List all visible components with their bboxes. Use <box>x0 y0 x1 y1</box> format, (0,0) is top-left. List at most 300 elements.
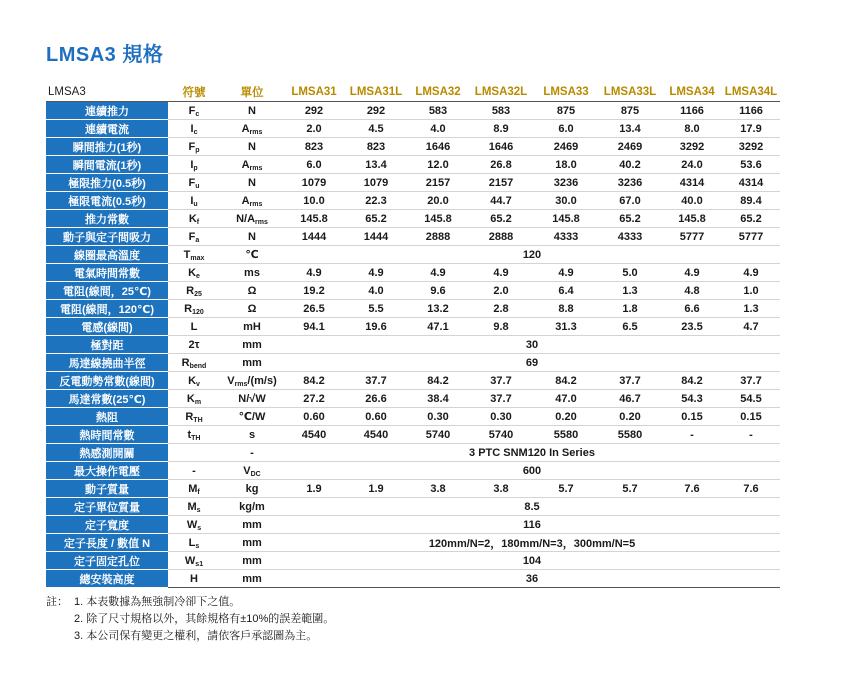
symbol-main: K <box>188 266 197 279</box>
param-unit <box>220 444 284 462</box>
param-value: 30.0 <box>555 194 577 207</box>
param-unit <box>220 300 284 318</box>
param-unit <box>220 228 284 246</box>
param-name: 熱阻 <box>46 408 168 426</box>
param-value: 4.9 <box>306 266 322 279</box>
param-name: 定子長度 / 數值 N <box>46 534 168 552</box>
param-value: 1.3 <box>743 302 759 315</box>
param-symbol <box>168 174 220 192</box>
symbol-main: R <box>186 284 195 297</box>
param-unit <box>220 354 284 372</box>
param-value: 4314 <box>679 176 705 189</box>
unit-main: - <box>250 446 254 459</box>
table-row <box>46 264 780 282</box>
param-value: 47.0 <box>555 392 577 405</box>
symbol-subscript: m <box>194 398 202 406</box>
param-value: 3236 <box>617 176 643 189</box>
header-name: LMSA3 <box>46 82 168 102</box>
param-name: 馬達線撓曲半徑 <box>46 354 168 372</box>
symbol-main: F <box>188 176 196 189</box>
unit-subscript: rms <box>234 380 248 388</box>
header-model: LMSA34L <box>722 82 780 102</box>
param-value: 17.9 <box>740 122 762 135</box>
note-row <box>46 594 334 611</box>
symbol-subscript: u <box>195 182 200 190</box>
param-symbol <box>168 462 220 480</box>
unit-subscript: rms <box>255 218 268 226</box>
param-name: 線圈最高溫度 <box>46 246 168 264</box>
param-value: 145.8 <box>300 212 328 225</box>
param-symbol <box>168 408 220 426</box>
symbol-main: K <box>186 392 195 405</box>
param-name: 反電動勢常數(線間) <box>46 372 168 390</box>
symbol-main: - <box>192 464 196 477</box>
param-value: 5777 <box>679 230 705 243</box>
param-value: 1444 <box>301 230 327 243</box>
param-value: 53.6 <box>740 158 762 171</box>
param-value: 6.0 <box>558 122 574 135</box>
param-symbol <box>168 426 220 444</box>
param-value: 6.4 <box>558 284 574 297</box>
param-value-span: 8.5 <box>524 500 540 513</box>
param-value: 84.2 <box>303 374 325 387</box>
table-row <box>46 246 780 264</box>
param-symbol <box>168 498 220 516</box>
param-name: 電阻(線間，25℃) <box>46 282 168 300</box>
param-value: 1079 <box>301 176 327 189</box>
param-value: 8.8 <box>558 302 574 315</box>
param-value: 2.0 <box>306 122 322 135</box>
page-title: LMSA3 規格 <box>46 44 164 66</box>
param-value: 0.60 <box>365 410 387 423</box>
header-model: LMSA32L <box>468 82 534 102</box>
param-value: 65.2 <box>740 212 762 225</box>
spec-table-body <box>46 102 780 588</box>
param-value: 0.30 <box>490 410 512 423</box>
param-value: 1.0 <box>743 284 759 297</box>
param-value: 2.0 <box>493 284 509 297</box>
symbol-main: F <box>188 104 196 117</box>
symbol-main: I <box>190 122 194 135</box>
param-value: 8.9 <box>493 122 509 135</box>
header-symbol: 符號 <box>168 82 220 102</box>
param-unit <box>220 138 284 156</box>
param-value: - <box>690 428 694 441</box>
param-value: 19.2 <box>303 284 325 297</box>
unit-main: kg <box>245 482 259 495</box>
param-value: 2469 <box>617 140 643 153</box>
param-unit <box>220 318 284 336</box>
header-model: LMSA32 <box>408 82 468 102</box>
param-symbol <box>168 444 220 462</box>
symbol-subscript: 25 <box>194 290 202 298</box>
table-row <box>46 408 780 426</box>
param-value: 3.8 <box>430 482 446 495</box>
param-value: 0.15 <box>740 410 762 423</box>
symbol-main: W <box>184 554 196 567</box>
param-value: 2157 <box>488 176 514 189</box>
param-value: 26.8 <box>490 158 512 171</box>
param-name: 定子寬度 <box>46 516 168 534</box>
symbol-main: W <box>186 518 198 531</box>
param-value: 145.8 <box>552 212 580 225</box>
param-value: 3292 <box>738 140 764 153</box>
symbol-subscript: a <box>195 236 200 244</box>
param-value: 0.60 <box>303 410 325 423</box>
param-value: 292 <box>304 104 324 117</box>
param-value: 8.0 <box>684 122 700 135</box>
param-name: 極限推力(0.5秒) <box>46 174 168 192</box>
param-value-span: 3 PTC SNM120 In Series <box>469 446 595 459</box>
param-name: 電感(線間) <box>46 318 168 336</box>
param-value: 4.9 <box>558 266 574 279</box>
param-symbol <box>168 318 220 336</box>
header-unit: 單位 <box>220 82 284 102</box>
table-row <box>46 570 780 588</box>
unit-main: A <box>241 122 250 135</box>
param-name: 連續電流 <box>46 120 168 138</box>
param-unit <box>220 570 284 588</box>
param-value: 1444 <box>363 230 389 243</box>
param-value: 0.20 <box>619 410 641 423</box>
unit-main: V <box>243 464 251 477</box>
table-row <box>46 336 780 354</box>
notes-lead: 註： <box>46 596 68 608</box>
param-value: 0.20 <box>555 410 577 423</box>
param-value: 4333 <box>553 230 579 243</box>
unit-main: N <box>248 104 256 117</box>
param-value-span: 30 <box>525 338 539 351</box>
param-symbol <box>168 390 220 408</box>
note-text: 3. 本公司保有變更之權利，請依客戶承認圖為主。 <box>74 630 318 642</box>
param-value: 4.9 <box>493 266 509 279</box>
symbol-subscript: p <box>193 164 198 172</box>
param-value: 22.3 <box>365 194 387 207</box>
param-value: 4540 <box>363 428 389 441</box>
param-value-span: 120 <box>522 248 542 261</box>
param-symbol <box>168 480 220 498</box>
table-row <box>46 426 780 444</box>
table-row <box>46 192 780 210</box>
param-value: 5.0 <box>622 266 638 279</box>
symbol-subscript: TH <box>191 434 201 442</box>
param-unit <box>220 552 284 570</box>
param-value: 5580 <box>617 428 643 441</box>
param-value: 13.4 <box>619 122 641 135</box>
param-value: 46.7 <box>619 392 641 405</box>
symbol-subscript: max <box>190 254 205 262</box>
param-value: 84.2 <box>555 374 577 387</box>
header-model: LMSA33L <box>598 82 662 102</box>
param-value: 4.9 <box>743 266 759 279</box>
param-name: 極對距 <box>46 336 168 354</box>
param-value: 823 <box>304 140 324 153</box>
param-symbol <box>168 282 220 300</box>
param-symbol <box>168 246 220 264</box>
unit-main: ms <box>244 266 260 279</box>
param-value: 26.5 <box>303 302 325 315</box>
param-value-span: 104 <box>522 554 542 567</box>
param-value: 84.2 <box>427 374 449 387</box>
param-value: 19.6 <box>365 320 387 333</box>
param-value: 0.30 <box>427 410 449 423</box>
param-value: 2157 <box>425 176 451 189</box>
param-name: 熱感測開關 <box>46 444 168 462</box>
param-unit <box>220 390 284 408</box>
param-value: 4.0 <box>368 284 384 297</box>
param-name: 極限電流(0.5秒) <box>46 192 168 210</box>
param-value: 3236 <box>553 176 579 189</box>
symbol-main: F <box>188 140 196 153</box>
param-value-span: 116 <box>523 518 541 531</box>
param-value: 2888 <box>425 230 451 243</box>
param-symbol <box>168 300 220 318</box>
param-name: 連續推力 <box>46 102 168 120</box>
param-name: 馬達常數(25℃) <box>46 390 168 408</box>
param-value: 5740 <box>425 428 451 441</box>
param-value: 84.2 <box>681 374 703 387</box>
param-symbol <box>168 120 220 138</box>
param-name: 動子質量 <box>46 480 168 498</box>
param-value: 4.9 <box>368 266 384 279</box>
param-value: 13.2 <box>427 302 449 315</box>
unit-main: ℃/W <box>238 411 266 423</box>
param-name: 瞬間電流(1秒) <box>46 156 168 174</box>
param-name: 定子單位質量 <box>46 498 168 516</box>
table-row <box>46 318 780 336</box>
param-value: 37.7 <box>490 374 512 387</box>
param-value: 5.7 <box>558 482 574 495</box>
unit-main: mm <box>242 356 262 369</box>
param-unit <box>220 336 284 354</box>
unit-main: N <box>248 140 256 153</box>
symbol-main: K <box>188 374 197 387</box>
param-value: 37.7 <box>490 392 512 405</box>
param-value: 1646 <box>488 140 514 153</box>
symbol-main: 2τ <box>188 338 200 351</box>
spec-table <box>46 82 780 588</box>
param-value: 823 <box>366 140 386 153</box>
symbol-subscript: s1 <box>195 560 204 568</box>
table-row <box>46 228 780 246</box>
param-value: 0.15 <box>681 410 703 423</box>
unit-main: kg/m <box>239 500 265 513</box>
param-value: 27.2 <box>303 392 325 405</box>
param-symbol <box>168 138 220 156</box>
param-value: 875 <box>556 104 576 117</box>
symbol-subscript: s <box>197 524 202 532</box>
param-name: 推力常數 <box>46 210 168 228</box>
table-header-row <box>46 82 780 102</box>
param-value: 4.0 <box>430 122 446 135</box>
symbol-subscript: e <box>196 272 200 280</box>
symbol-subscript: u <box>193 200 198 208</box>
param-value: 1079 <box>363 176 389 189</box>
param-unit <box>220 246 284 264</box>
param-value: 2.8 <box>493 302 509 315</box>
param-symbol <box>168 516 220 534</box>
param-value: 6.0 <box>306 158 322 171</box>
param-unit <box>220 534 284 552</box>
table-row <box>46 282 780 300</box>
param-value: 6.6 <box>684 302 700 315</box>
symbol-subscript: s <box>195 542 200 550</box>
param-value: - <box>749 428 753 441</box>
param-value: 5580 <box>553 428 579 441</box>
table-row <box>46 498 780 516</box>
unit-main: mm <box>242 554 262 567</box>
table-row <box>46 300 780 318</box>
param-value: 583 <box>428 104 448 117</box>
unit-main: mm <box>242 572 262 585</box>
param-name: 最大操作電壓 <box>46 462 168 480</box>
param-value: 4.9 <box>684 266 700 279</box>
param-value: 1646 <box>425 140 451 153</box>
param-unit <box>220 210 284 228</box>
param-value: 1.8 <box>622 302 638 315</box>
symbol-subscript: f <box>196 218 200 226</box>
symbol-main: R <box>184 302 193 315</box>
table-row <box>46 372 780 390</box>
unit-main: s <box>248 428 256 441</box>
param-value: 1166 <box>739 104 763 117</box>
param-value: 7.6 <box>743 482 759 495</box>
param-value: 37.7 <box>740 374 762 387</box>
header-model: LMSA31L <box>344 82 408 102</box>
param-value: 47.1 <box>427 320 449 333</box>
param-value: 4.5 <box>368 122 384 135</box>
param-value: 38.4 <box>427 392 449 405</box>
param-symbol <box>168 228 220 246</box>
unit-subscript: rms <box>249 200 263 208</box>
table-row <box>46 210 780 228</box>
param-value: 6.5 <box>622 320 638 333</box>
param-unit <box>220 516 284 534</box>
param-unit <box>220 498 284 516</box>
unit-main: N/√W <box>238 392 266 405</box>
symbol-main: F <box>188 230 196 243</box>
param-value: 583 <box>491 104 511 117</box>
param-unit <box>220 156 284 174</box>
symbol-subscript: c <box>193 128 198 136</box>
unit-main: N <box>248 230 256 243</box>
param-value: 65.2 <box>365 212 387 225</box>
param-unit <box>220 174 284 192</box>
symbol-main: R <box>181 356 190 369</box>
param-value: 2888 <box>488 230 514 243</box>
param-value: 3292 <box>679 140 705 153</box>
param-value: 5777 <box>738 230 764 243</box>
param-symbol <box>168 264 220 282</box>
param-value: 1.9 <box>368 482 384 495</box>
param-value: 40.0 <box>681 194 703 207</box>
unit-main: ℃ <box>245 249 259 261</box>
symbol-subscript: f <box>197 488 200 496</box>
table-row <box>46 480 780 498</box>
param-unit <box>220 282 284 300</box>
unit-main: mm <box>242 536 262 549</box>
param-value-span: 69 <box>525 356 539 369</box>
param-value: 12.0 <box>427 158 449 171</box>
note-row <box>46 628 334 645</box>
param-name: 定子固定孔位 <box>46 552 168 570</box>
unit-main: mH <box>243 320 261 333</box>
unit-main: Ω <box>247 284 257 297</box>
param-symbol <box>168 552 220 570</box>
param-value: 54.3 <box>681 392 703 405</box>
symbol-subscript: TH <box>193 416 203 424</box>
unit-main: A <box>241 194 250 207</box>
symbol-main: K <box>188 212 197 225</box>
param-value: 67.0 <box>619 194 641 207</box>
param-symbol <box>168 570 220 588</box>
param-value: 65.2 <box>619 212 641 225</box>
param-value: 1.3 <box>622 284 638 297</box>
param-value-span: 120mm/N=2，180mm/N=3，300mm/N=5 <box>428 537 636 550</box>
param-value: 44.7 <box>490 194 512 207</box>
param-value: 3.8 <box>493 482 509 495</box>
symbol-main: t <box>187 428 192 441</box>
param-value: 40.2 <box>619 158 641 171</box>
param-symbol <box>168 210 220 228</box>
param-value: 37.7 <box>619 374 641 387</box>
param-name: 電阻(線間，120℃) <box>46 300 168 318</box>
unit-subscript: rms <box>249 128 263 136</box>
table-row <box>46 462 780 480</box>
param-symbol <box>168 534 220 552</box>
symbol-subscript: p <box>195 146 200 154</box>
symbol-main: H <box>190 572 198 585</box>
param-name: 熱時間常數 <box>46 426 168 444</box>
unit-main: mm <box>242 338 262 351</box>
param-value: 5.7 <box>622 482 638 495</box>
unit-subscript: DC <box>250 470 261 478</box>
param-value-span: 36 <box>525 572 539 585</box>
param-value: 23.5 <box>681 320 703 333</box>
symbol-subscript: c <box>195 110 200 118</box>
unit-main: N/A <box>236 212 256 225</box>
param-value: 5740 <box>488 428 514 441</box>
symbol-main: T <box>183 248 191 261</box>
unit-main: V <box>227 374 235 387</box>
param-value: 26.6 <box>365 392 387 405</box>
param-value: 2469 <box>553 140 579 153</box>
symbol-subscript: 120 <box>192 308 204 316</box>
param-name: 電氣時間常數 <box>46 264 168 282</box>
param-value: 65.2 <box>490 212 512 225</box>
table-row <box>46 552 780 570</box>
param-value: 4.7 <box>743 320 759 333</box>
param-value: 20.0 <box>427 194 449 207</box>
unit-main: N <box>248 176 256 189</box>
notes <box>46 594 334 645</box>
param-symbol <box>168 192 220 210</box>
header-model: LMSA31 <box>284 82 344 102</box>
unit-main: mm <box>242 518 262 531</box>
param-name: 動子與定子間吸力 <box>46 228 168 246</box>
table-row <box>46 444 780 462</box>
symbol-main: L <box>188 536 196 549</box>
note-text: 2. 除了尺寸規格以外，其餘規格有±10%的誤差範圍。 <box>74 613 335 625</box>
param-value: 94.1 <box>303 320 325 333</box>
symbol-main: L <box>190 320 198 333</box>
param-symbol <box>168 102 220 120</box>
param-value: 18.0 <box>555 158 577 171</box>
note-row <box>46 611 334 628</box>
table-row <box>46 390 780 408</box>
param-unit <box>220 426 284 444</box>
param-value: 4540 <box>301 428 327 441</box>
